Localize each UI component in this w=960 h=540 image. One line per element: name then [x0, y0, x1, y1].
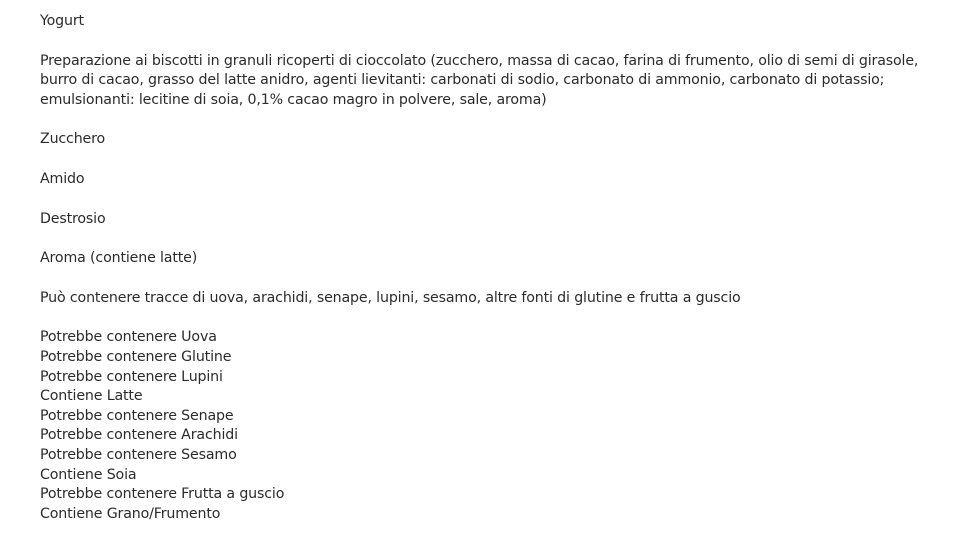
ingredient-starch: Amido — [40, 170, 85, 187]
allergen-item: Contiene Latte — [40, 388, 143, 405]
allergen-item: Potrebbe contenere Frutta a guscio — [40, 486, 285, 503]
allergen-item: Contiene Soia — [40, 466, 137, 483]
traces-statement: Può contenere tracce di uova, arachidi, senape, lupini, sesamo, altre fonti di glutine e frutta a guscio — [40, 289, 741, 306]
ingredient-yogurt: Yogurt — [40, 13, 84, 29]
allergen-item: Potrebbe contenere Senape — [40, 407, 234, 424]
allergen-item: Potrebbe contenere Sesamo — [40, 446, 237, 463]
ingredient-sugar: Zucchero — [40, 131, 106, 148]
ingredient-preparation: Preparazione ai biscotti in granuli ricoperti di cioccolato (zucchero, massa di cacao, farina di frumento, olio di semi di girasole, burro di cacao, grasso del latte anidro, agenti lievitanti: carbonati di sodio, carbonato di ammonio, carbonato di potassio; emulsionanti: lecitine di soia, 0,1% cacao magro in polvere, sale, aroma) — [40, 52, 919, 108]
allergen-item: Contiene Grano/Frumento — [40, 505, 221, 522]
allergen-item: Potrebbe contenere Glutine — [40, 348, 232, 365]
allergen-item: Potrebbe contenere Uova — [40, 329, 217, 346]
allergen-item: Potrebbe contenere Arachidi — [40, 427, 238, 444]
ingredient-flavour: Aroma (contiene latte) — [40, 250, 198, 267]
allergen-list — [40, 328, 920, 524]
allergen-item: Potrebbe contenere Lupini — [40, 368, 223, 385]
ingredient-dextrose: Destrosio — [40, 210, 106, 227]
